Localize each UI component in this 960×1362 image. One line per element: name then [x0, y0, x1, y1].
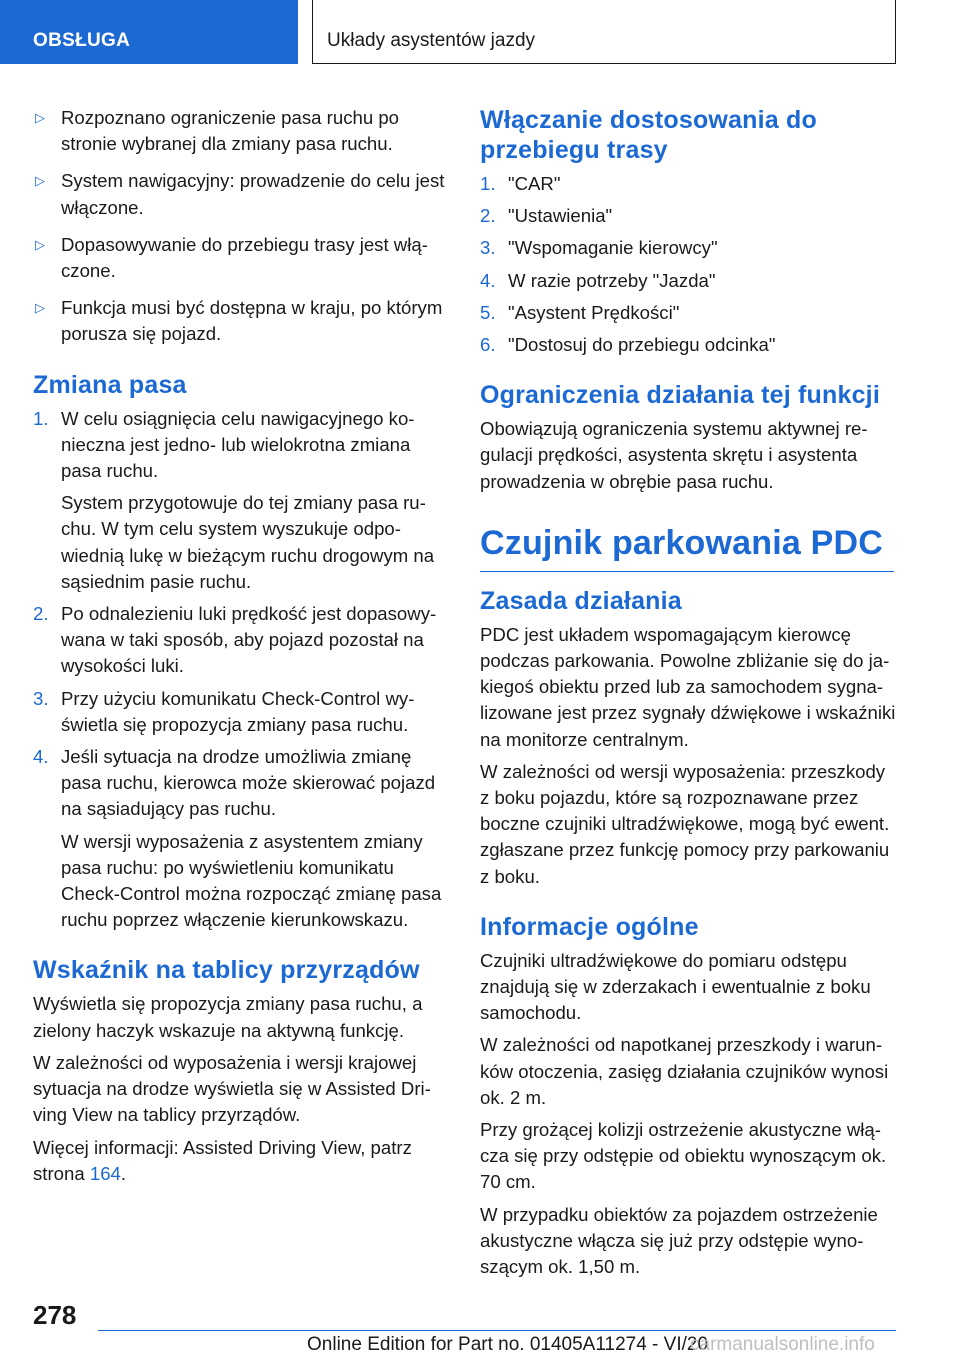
- section-tab: OBSŁUGA: [0, 0, 298, 64]
- pdc-title: Czujnik parkowania PDC: [480, 523, 894, 572]
- chapter-title: Układy asystentów jazdy: [312, 0, 896, 64]
- list-item: [480, 171, 896, 197]
- limits-heading: Ograniczenia działania tej funkcji: [480, 381, 880, 410]
- step-text: W wersji wyposażenia z asystentem zmiany pasa ruchu: po wyświetleniu komunikatu Check-Control można rozpocząć zmianę pasa ruchu poprzez włączenie kierunkowskazu.: [61, 830, 442, 931]
- step-number: 2.: [33, 603, 49, 625]
- indicator-heading: Wskaźnik na tablicy przyrządów: [33, 956, 420, 985]
- step-number: 6.: [480, 334, 496, 356]
- list-item: [480, 235, 896, 261]
- step-text: W razie potrzeby "Jazda": [508, 269, 716, 291]
- step-text: "Wspomaganie kierowcy": [508, 237, 718, 259]
- list-item: [33, 406, 449, 595]
- triangle-bullet-icon: ▷: [35, 236, 45, 252]
- indicator-text: W zależności od wyposażenia i wersji krajowej sytuacja na drodze wyświetla się w Assisted Driving View na tablicy przyrządów.: [33, 1051, 431, 1126]
- step-number: 1.: [480, 173, 496, 194]
- limits-text: Obowiązują ograniczenia systemu aktywnej regulacji prędkości, asystenta skrętu i asystenta prowadzenia w obrębie pasa ruchu.: [480, 418, 868, 492]
- general-info-text: W zależności od napotkanej przeszkody i warunków otoczenia, zasięg działania czujników wynosi ok. 2 m.: [480, 1034, 889, 1108]
- activation-steps: [480, 171, 896, 358]
- step-number: 2.: [480, 205, 496, 227]
- step-text: "Dostosuj do przebiegu odcinka": [508, 334, 776, 356]
- step-number: 5.: [480, 301, 496, 323]
- step-number: 3.: [33, 687, 49, 709]
- general-info-text: Przy grożącej kolizji ostrzeżenie akustyczne włącza się przy odstępie od obiektu wynoszącym ok. 70 cm.: [480, 1119, 887, 1193]
- general-info-text: Czujniki ultradźwiękowe do pomiaru odstępu znajdują się w zderzakach i ewentualnie z boku samochodu.: [480, 949, 871, 1024]
- activation-heading: Włączanie dostosowania do przebiegu trasy: [480, 106, 817, 164]
- step-text: Jeśli sytuacja na drodze umożliwia zmianę pasa ruchu, kierowca może skierować pojazd na sąsiadujący pas ruchu.: [61, 746, 436, 820]
- principle-text: W zależności od wersji wyposażenia: przeszkody z boku pojazdu, które są rozpoznawane przez boczne czujniki ultradźwiękowe, mogą być ewent. zgłaszane przez funkcję pomocy przy parkowaniu z boku.: [480, 760, 890, 887]
- lane-change-steps: [33, 406, 449, 934]
- right-column: [480, 105, 896, 1286]
- triangle-bullet-icon: ▷: [35, 173, 45, 189]
- step-number: 4.: [480, 269, 496, 291]
- lane-change-heading: Zmiana pasa: [33, 370, 187, 399]
- principle-text: PDC jest układem wspomagającym kierowcę podczas parkowania. Powolne zbliżanie się do jakiegoś obiektu przed lub za samochodem sygnalizowane jest przez sygnały dźwiękowe i wskaźniki na monitorze centralnym.: [480, 623, 896, 750]
- condition-list: [33, 105, 449, 348]
- indicator-text: Więcej informacji: Assisted Driving View, patrz strona 164.: [33, 1136, 412, 1184]
- indicator-text: Wyświetla się propozycja zmiany pasa ruchu, a zielony haczyk wskazuje na aktywną funkcję.: [33, 993, 423, 1041]
- triangle-bullet-icon: ▷: [35, 110, 45, 125]
- general-info-heading: Informacje ogólne: [480, 912, 699, 941]
- general-info-text: W przypadku obiektów za pojazdem ostrzeżenie akustyczne włącza się już przy odstępie wynoszącym ok. 1,50 m.: [480, 1203, 878, 1278]
- list-item: [33, 744, 449, 933]
- list-item: [480, 332, 896, 358]
- footer-divider: [98, 1330, 896, 1331]
- step-text: Po odnalezieniu luki prędkość jest dopasowywana w taki sposób, aby pojazd pozostał na wysokości luki.: [61, 603, 437, 677]
- triangle-bullet-icon: ▷: [35, 300, 45, 316]
- step-number: 1.: [33, 407, 49, 429]
- list-item: [480, 203, 896, 229]
- step-text: Przy użyciu komunikatu Check-Control wyświetla się propozycja zmiany pasa ruchu.: [61, 687, 415, 735]
- page-header: [0, 0, 960, 66]
- step-text: "Ustawienia": [508, 205, 613, 227]
- step-text: System przygotowuje do tej zmiany pasa ruchu. W tym celu system wyszukuje odpowiednią lukę w bieżącym ruchu drogowym na sąsiednim pasie ruchu.: [61, 492, 435, 592]
- step-text: W celu osiągnięcia celu nawigacyjnego konieczna jest jedno- lub wielokrotna zmiana pasa ruchu.: [61, 407, 415, 482]
- list-item: [480, 300, 896, 326]
- step-text: "CAR": [508, 173, 561, 194]
- list-item: ▷ Dopasowywanie do przebiegu trasy jest włączone.: [35, 233, 428, 282]
- list-item: ▷ Rozpoznano ograniczenie pasa ruchu po stronie wybranej dla zmiany pasa ruchu.: [35, 107, 400, 155]
- step-text: "Asystent Prędkości": [508, 301, 680, 323]
- list-item: ▷ Funkcja musi być dostępna w kraju, po którym porusza się pojazd.: [35, 297, 443, 345]
- page-number: 278: [33, 1300, 77, 1330]
- list-item: ▷ System nawigacyjny: prowadzenie do celu jest włączone.: [35, 170, 445, 218]
- step-number: 4.: [33, 746, 49, 768]
- left-column: [33, 105, 449, 1193]
- list-item: [33, 686, 449, 738]
- list-item: [480, 268, 896, 294]
- watermark-text: carmanualsonline.info: [690, 1334, 875, 1355]
- list-item: [33, 601, 449, 680]
- principle-heading: Zasada działania: [480, 586, 682, 615]
- page-link[interactable]: 164: [89, 1162, 121, 1184]
- edition-text: Online Edition for Part no. 01405A11274 - VI/20: [307, 1334, 709, 1355]
- step-number: 3.: [480, 237, 496, 259]
